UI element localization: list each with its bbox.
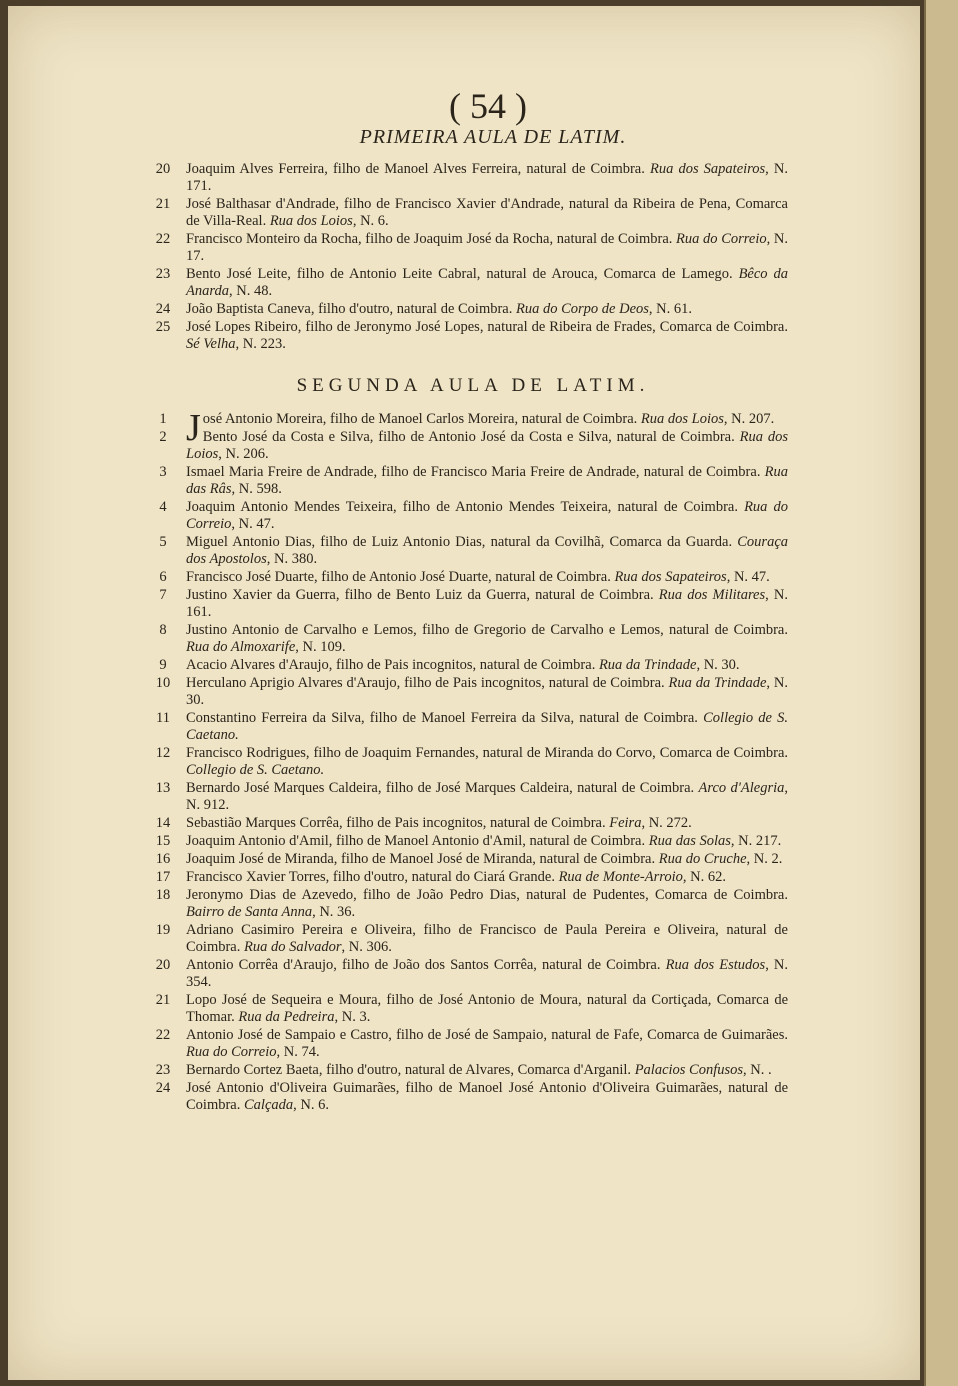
entry-number: 5	[159, 534, 167, 550]
entry-house-number: , N. 2.	[746, 851, 783, 867]
entry-house-number: , N. 17.	[186, 231, 788, 264]
entry-text	[186, 1062, 788, 1079]
entry-house-number: , N. 207.	[723, 411, 775, 427]
entry-street: Sé Velha	[186, 336, 236, 352]
entry-street: Rua dos Militares	[658, 587, 766, 603]
entry-person: Bernardo José Marques Caldeira, filho de José Marques Caldeira, natural de Coimbra.	[186, 780, 699, 796]
entry-text	[186, 587, 788, 621]
entry-house-number: , N. 3.	[334, 1009, 371, 1025]
entry-number: 4	[159, 499, 167, 515]
entry-street: Feira	[609, 815, 642, 831]
list-item	[148, 231, 788, 265]
entry-number: 10	[155, 675, 171, 691]
entry-person: Sebastião Marques Corrêa, filho de Pais incognitos, natural de Coimbra.	[186, 815, 610, 831]
entry-street: Rua do Almoxarife	[186, 639, 296, 655]
entry-person: Joaquim Alves Ferreira, filho de Manoel Alves Ferreira, natural de Coimbra.	[186, 161, 650, 177]
entry-street: Rua da Trindade	[668, 675, 767, 691]
list-item	[148, 301, 788, 318]
list-item	[148, 319, 788, 353]
entry-text	[186, 622, 788, 656]
entry-house-number: , N. 161.	[186, 587, 788, 620]
entry-person: Antonio José de Sampaio e Castro, filho de José de Sampaio, natural de Fafe, Comarca de Guimarães.	[186, 1027, 788, 1043]
entry-number: 6	[159, 569, 167, 585]
list-item	[148, 710, 788, 744]
list-item	[148, 622, 788, 656]
entry-number: 18	[155, 887, 171, 903]
entry-house-number: , N. 61.	[648, 301, 693, 317]
section-title-primeira: PRIMEIRA AULA DE LATIM.	[359, 126, 627, 148]
entry-person: Miguel Antonio Dias, filho de Luiz Antonio Dias, natural da Covilhã, Comarca da Guarda.	[186, 534, 738, 550]
entry-person: José Balthasar d'Andrade, filho de Francisco Xavier d'Andrade, natural da Ribeira de Pena, Comarca de Villa-Real.	[186, 196, 788, 229]
entry-text	[186, 869, 788, 886]
entry-house-number: , N. 30.	[186, 675, 788, 708]
entry-person: Bento José Leite, filho de Antonio Leite Cabral, natural de Arouca, Comarca de Lamego.	[186, 266, 739, 282]
entry-person: Ismael Maria Freire de Andrade, filho de Francisco Maria Freire de Andrade, natural de Coimbra.	[186, 464, 765, 480]
list-item	[148, 196, 788, 230]
list-item	[148, 851, 788, 868]
entry-text	[186, 887, 788, 921]
entry-person: Constantino Ferreira da Silva, filho de Manoel Ferreira da Silva, natural de Coimbra.	[186, 710, 704, 726]
entry-text	[186, 675, 788, 709]
entry-number: 17	[155, 869, 171, 885]
entry-house-number: , N. 6.	[293, 1097, 329, 1113]
entry-text	[186, 780, 788, 814]
entry-house-number: , N. 6.	[352, 213, 389, 229]
entry-number: 13	[155, 780, 171, 796]
entry-person: Francisco Xavier Torres, filho d'outro, natural do Ciará Grande.	[186, 869, 559, 885]
entry-text	[186, 745, 788, 779]
entry-person: João Baptista Caneva, filho d'outro, natural de Coimbra.	[186, 301, 516, 317]
entry-street: Rua do Corpo de Deos	[516, 301, 649, 317]
entry-street: Rua do Salvador	[244, 939, 342, 955]
page-number: ( 54 )	[449, 86, 527, 126]
list-item	[148, 922, 788, 956]
entry-person: Joaquim Antonio Mendes Teixeira, filho de Antonio Mendes Teixeira, natural de Coimbra.	[186, 499, 745, 515]
entry-house-number: , N. 380.	[266, 551, 318, 567]
entry-house-number: , N. 354.	[186, 957, 788, 990]
entry-number: 12	[155, 745, 171, 761]
entry-text	[186, 569, 788, 586]
entry-house-number: , N. 306.	[341, 939, 392, 955]
entry-house-number: , N. 47.	[726, 569, 770, 585]
entry-text	[186, 710, 788, 744]
list-item	[148, 780, 788, 814]
list-item	[148, 887, 788, 921]
entry-number: 25	[155, 319, 171, 335]
entry-person: Joaquim Antonio d'Amil, filho de Manoel Antonio d'Amil, natural de Coimbra.	[186, 833, 649, 849]
section-title-segunda: SEGUNDA AULA DE LATIM.	[296, 375, 650, 396]
entry-text	[186, 161, 788, 195]
entry-street: Arco d'Alegria	[698, 780, 785, 796]
entry-number: 23	[155, 1062, 171, 1078]
entry-person: Francisco José Duarte, filho de Antonio José Duarte, natural de Coimbra.	[186, 569, 615, 585]
list-item	[148, 957, 788, 991]
entry-person: Adriano Casimiro Pereira e Oliveira, filho de Francisco de Paula Pereira e Oliveira, natural de Coimbra.	[186, 922, 788, 955]
entry-street: Collegio de S. Caetano.	[186, 710, 788, 743]
entry-text	[186, 815, 788, 832]
entry-text	[186, 429, 788, 463]
entry-house-number: , N. 217.	[730, 833, 782, 849]
entry-text	[186, 957, 788, 991]
entry-street: Rua dos Loios	[186, 429, 789, 462]
entry-person: Francisco Monteiro da Rocha, filho de Joaquim José da Rocha, natural de Coimbra.	[186, 231, 677, 247]
entry-number: 21	[155, 992, 171, 1008]
entry-house-number: , N. 206.	[218, 446, 269, 462]
entry-text	[186, 231, 788, 265]
adjacent-page-edge	[924, 0, 958, 1386]
entry-street: Rua das Solas	[648, 833, 731, 849]
document-page	[8, 6, 920, 1380]
entry-person: Justino Xavier da Guerra, filho de Bento Luiz da Guerra, natural de Coimbra.	[186, 587, 659, 603]
entry-number: 8	[159, 622, 167, 638]
entry-street: Rua de Monte-Arroio	[558, 869, 683, 885]
entry-number: 3	[159, 464, 167, 480]
entry-person: Antonio Corrêa d'Araujo, filho de João dos Santos Corrêa, natural de Coimbra.	[186, 957, 666, 973]
entry-number: 23	[155, 266, 171, 282]
entry-text	[186, 196, 788, 230]
entry-person: Bento José da Costa e Silva, filho de Antonio José da Costa e Silva, natural de Coimbra.	[202, 429, 740, 445]
entry-text	[186, 992, 788, 1026]
section-primeira-list	[148, 161, 788, 353]
entry-number: 19	[155, 922, 171, 938]
entry-street: Couraça dos Apostolos	[186, 534, 788, 567]
entry-street: Rua dos Sapateiros	[649, 161, 766, 177]
entry-street: Rua dos Loios	[640, 411, 724, 427]
entry-number: 15	[155, 833, 171, 849]
list-item	[148, 1062, 788, 1079]
entry-house-number: , N. 171.	[186, 161, 788, 194]
entry-street: Rua dos Estudos	[665, 957, 766, 973]
entry-person: Acacio Alvares d'Araujo, filho de Pais incognitos, natural de Coimbra.	[186, 657, 599, 673]
entry-text	[186, 657, 788, 674]
entry-text	[186, 851, 788, 868]
entry-house-number: , N. 272.	[641, 815, 692, 831]
entry-person: José Lopes Ribeiro, filho de Jeronymo José Lopes, natural de Ribeira de Frades, Comarca de Coimbra.	[186, 319, 788, 335]
entry-street: Rua do Correio	[186, 499, 789, 532]
entry-number: 20	[155, 957, 171, 973]
list-item	[148, 429, 788, 463]
entry-street: Rua do Cruche	[658, 851, 747, 867]
list-item	[148, 833, 788, 850]
entry-text	[186, 464, 788, 498]
entry-text	[186, 922, 788, 956]
entry-house-number: , N. 109.	[295, 639, 346, 655]
entry-street: Bairro de Santa Anna	[186, 904, 313, 920]
entry-street: Rua da Trindade	[598, 657, 697, 673]
entry-street: Rua do Correio	[186, 1044, 277, 1060]
entry-number: 14	[155, 815, 171, 831]
list-item	[148, 587, 788, 621]
entry-text	[186, 266, 788, 300]
list-item	[148, 745, 788, 779]
list-item	[148, 1080, 788, 1114]
entry-number: 11	[156, 710, 170, 726]
drop-cap: J	[186, 407, 201, 449]
page-content	[148, 86, 788, 1115]
entry-house-number: , N. 223.	[235, 336, 286, 352]
entry-text	[186, 301, 788, 318]
entry-house-number: , N. 30.	[696, 657, 740, 673]
entry-house-number: , N. 36.	[312, 904, 356, 920]
entry-person: Lopo José de Sequeira e Moura, filho de José Antonio de Moura, natural da Cortiçada, Comarca de Thomar.	[186, 992, 788, 1025]
entry-street: Rua da Pedreira	[238, 1009, 335, 1025]
entry-house-number: , N. 48.	[228, 283, 273, 299]
entry-person: osé Antonio Moreira, filho de Manoel Carlos Moreira, natural de Coimbra.	[202, 411, 641, 427]
list-item	[148, 464, 788, 498]
entry-house-number: , N. 47.	[231, 516, 275, 532]
list-item	[148, 569, 788, 586]
entry-street: Rua do Correio	[676, 231, 767, 247]
entry-street: Rua dos Sapateiros	[614, 569, 727, 585]
entry-house-number: , N. .	[743, 1062, 772, 1078]
entry-person: Jeronymo Dias de Azevedo, filho de João Pedro Dias, natural de Pudentes, Comarca de Coimbra.	[186, 887, 788, 903]
entry-number: 9	[159, 657, 167, 673]
entry-house-number: , N. 598.	[231, 481, 282, 497]
list-item	[148, 161, 788, 195]
entry-number: 16	[155, 851, 171, 867]
entry-text	[186, 1080, 788, 1114]
list-item	[148, 815, 788, 832]
entry-person: Bernardo Cortez Baeta, filho d'outro, natural de Alvares, Comarca d'Arganil.	[186, 1062, 635, 1078]
entry-number: 20	[155, 161, 171, 177]
entry-person: José Antonio d'Oliveira Guimarães, filho de Manoel José Antonio d'Oliveira Guimarães, natural de Coimbra.	[186, 1080, 788, 1113]
entry-number: 1	[159, 411, 167, 427]
list-item	[148, 1027, 788, 1061]
entry-street: Rua dos Loios	[269, 213, 353, 229]
entry-number: 2	[159, 429, 167, 445]
entry-street: Calçada	[244, 1097, 294, 1113]
entry-person: Justino Antonio de Carvalho e Lemos, filho de Gregorio de Carvalho e Lemos, natural de Coimbra.	[186, 622, 788, 638]
entry-number: 7	[159, 587, 167, 603]
entry-person: Joaquim José de Miranda, filho de Manoel José de Miranda, natural de Coimbra.	[186, 851, 659, 867]
entry-text	[186, 833, 788, 850]
entry-street: Palacios Confusos	[634, 1062, 744, 1078]
list-item	[148, 534, 788, 568]
entry-number: 24	[155, 1080, 171, 1096]
entry-street: Rua das Râs	[186, 464, 788, 497]
list-item	[148, 869, 788, 886]
list-item	[148, 675, 788, 709]
entry-street: Bêco da Anarda	[186, 266, 788, 299]
entry-text	[186, 319, 788, 353]
entry-house-number: , N. 912.	[186, 780, 788, 813]
list-item	[148, 992, 788, 1026]
list-item	[148, 657, 788, 674]
entry-house-number: , N. 74.	[276, 1044, 320, 1060]
entry-number: 22	[155, 1027, 171, 1043]
section-segunda-list	[148, 407, 789, 1114]
entry-text	[186, 534, 788, 568]
entry-text	[186, 1027, 788, 1061]
entry-street: Collegio de S. Caetano.	[186, 762, 325, 778]
entry-person: Herculano Aprigio Alvares d'Araujo, filho de Pais incognitos, natural de Coimbra.	[186, 675, 669, 691]
list-item	[148, 266, 788, 300]
entry-number: 24	[155, 301, 171, 317]
entry-number: 22	[155, 231, 171, 247]
entry-number: 21	[155, 196, 171, 212]
entry-text	[186, 499, 788, 533]
entry-house-number: , N. 62.	[682, 869, 726, 885]
entry-person: Francisco Rodrigues, filho de Joaquim Fernandes, natural de Miranda do Corvo, Comarca de Coimbra.	[186, 745, 788, 761]
list-item	[148, 499, 788, 533]
